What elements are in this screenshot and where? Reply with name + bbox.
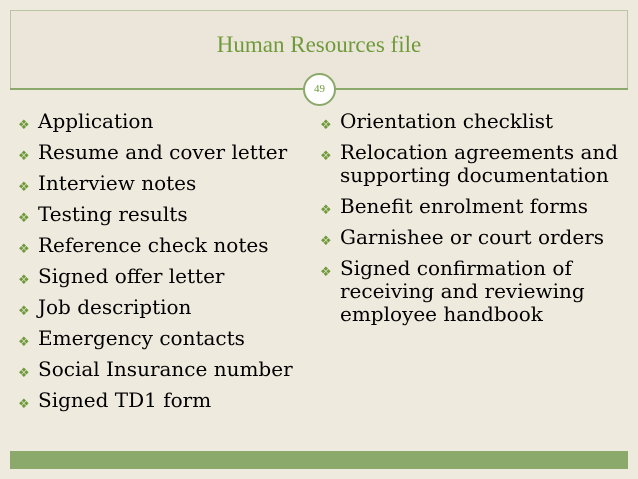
diamond-bullet-icon: ❖ <box>18 335 30 350</box>
diamond-bullet-icon: ❖ <box>18 397 30 412</box>
diamond-bullet-icon: ❖ <box>320 265 332 280</box>
list-item-text: Signed TD1 form <box>38 388 212 412</box>
list-item-text: Signed offer letter <box>38 264 225 288</box>
list-item <box>18 389 318 412</box>
list-item-text: Orientation checklist <box>340 109 554 133</box>
list-item-text: Reference check notes <box>38 233 269 257</box>
list-item-text: Testing results <box>38 202 188 226</box>
list-item <box>18 296 318 319</box>
list-item <box>18 265 318 288</box>
list-item <box>18 203 318 226</box>
diamond-bullet-icon: ❖ <box>18 366 30 381</box>
left-bullet-list <box>18 110 318 420</box>
list-item <box>18 141 318 164</box>
diamond-bullet-icon: ❖ <box>320 203 332 218</box>
diamond-bullet-icon: ❖ <box>320 149 332 164</box>
list-item-text: Resume and cover letter <box>38 140 288 164</box>
diamond-bullet-icon: ❖ <box>320 118 332 133</box>
list-item-text: Garnishee or court orders <box>340 225 605 249</box>
page-number-badge: 49 <box>303 73 336 106</box>
list-item <box>18 234 318 257</box>
diamond-bullet-icon: ❖ <box>18 149 30 164</box>
list-item-text: Application <box>38 109 154 133</box>
list-item <box>18 358 318 381</box>
list-item <box>320 110 620 133</box>
list-item-text: Job description <box>38 295 192 319</box>
list-item <box>18 172 318 195</box>
list-item-text: Relocation agreements and supporting documentation <box>340 140 619 187</box>
list-item-text: Benefit enrolment forms <box>340 194 589 218</box>
diamond-bullet-icon: ❖ <box>18 180 30 195</box>
list-item <box>320 195 620 218</box>
diamond-bullet-icon: ❖ <box>18 242 30 257</box>
list-item <box>320 257 620 326</box>
footer-band <box>10 451 628 469</box>
list-item <box>18 327 318 350</box>
slide-title: Human Resources file <box>216 32 422 57</box>
list-item-text: Social Insurance number <box>38 357 293 381</box>
list-item <box>320 141 620 187</box>
list-item-text: Signed confirmation of receiving and reviewing employee handbook <box>340 256 585 326</box>
diamond-bullet-icon: ❖ <box>320 234 332 249</box>
diamond-bullet-icon: ❖ <box>18 304 30 319</box>
diamond-bullet-icon: ❖ <box>18 118 30 133</box>
diamond-bullet-icon: ❖ <box>18 273 30 288</box>
list-item <box>320 226 620 249</box>
diamond-bullet-icon: ❖ <box>18 211 30 226</box>
right-bullet-list <box>320 110 620 334</box>
list-item-text: Emergency contacts <box>38 326 245 350</box>
list-item-text: Interview notes <box>38 171 197 195</box>
list-item <box>18 110 318 133</box>
